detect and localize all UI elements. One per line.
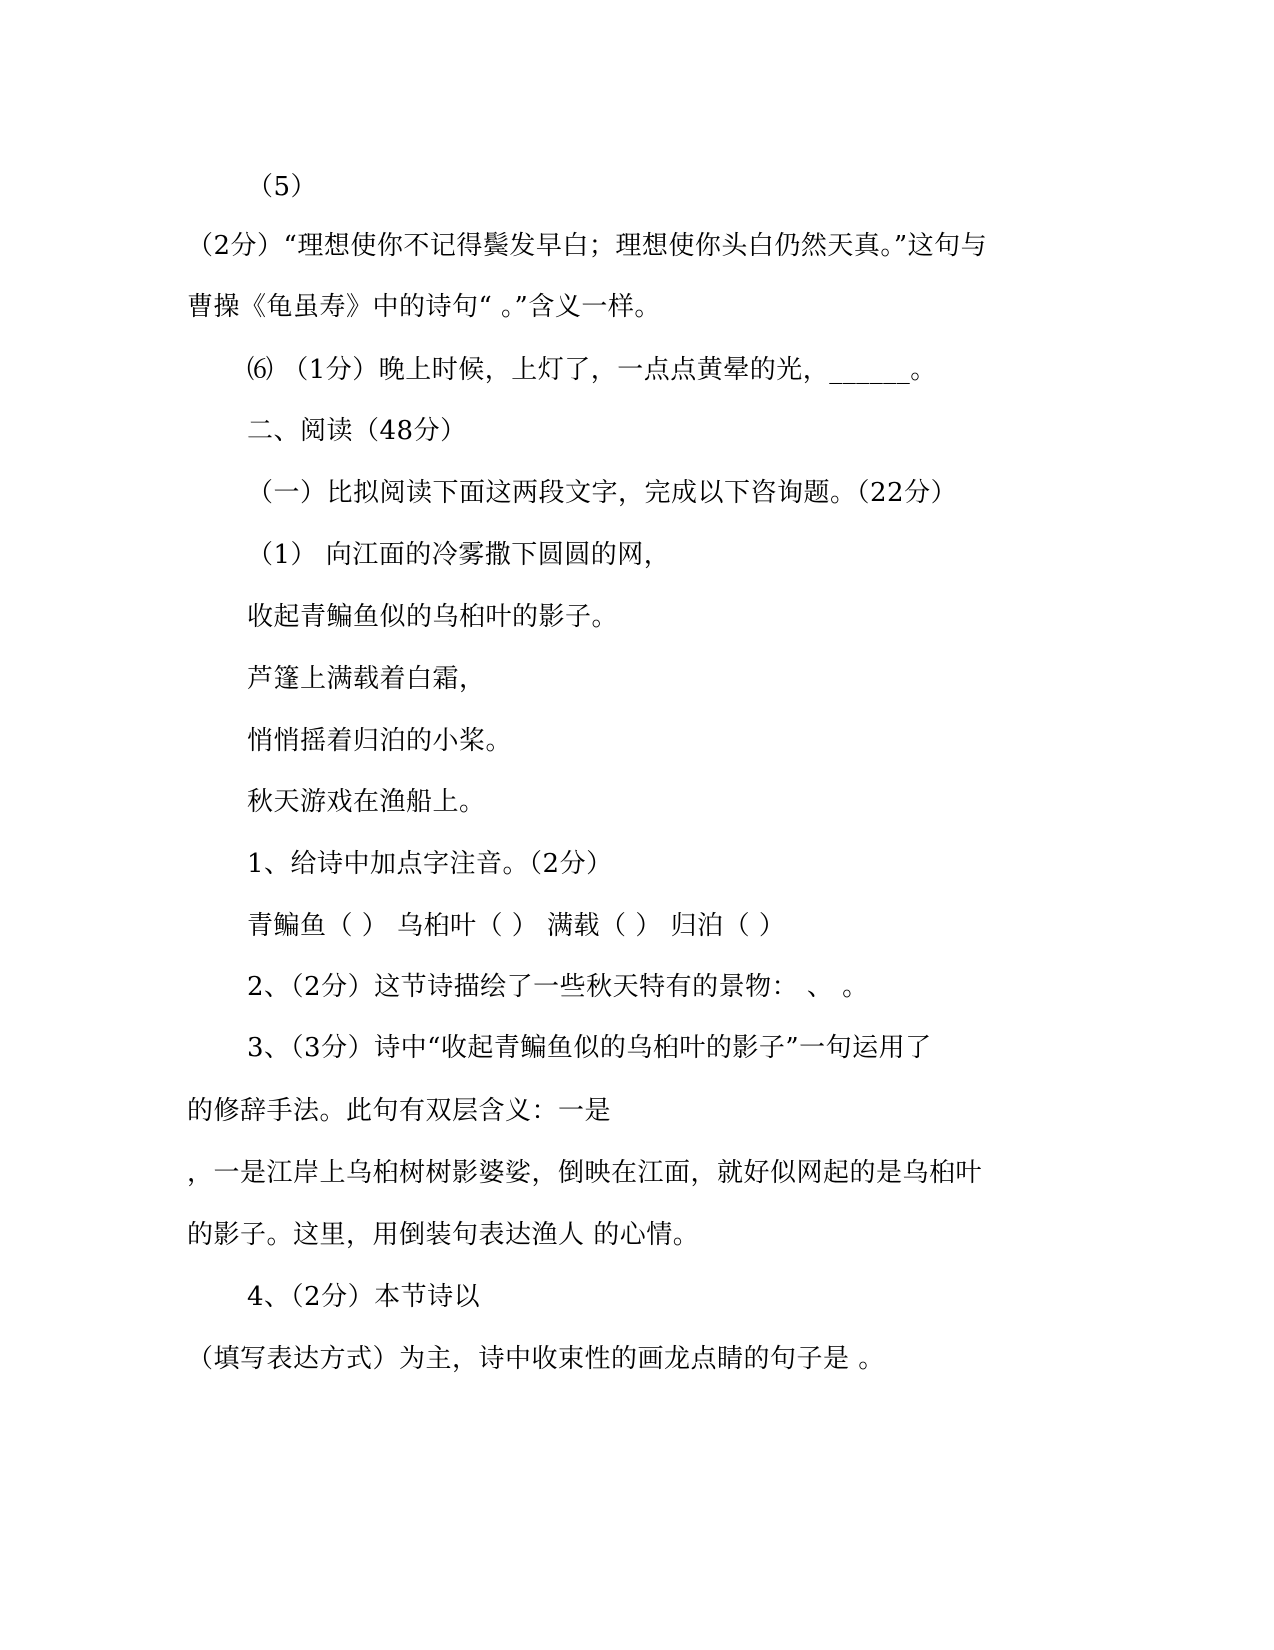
question-5-number: （5）	[247, 172, 318, 202]
question-5-text-cont: 曹操《龟虽寿》中的诗句“ 。”含义一样。	[187, 292, 661, 322]
item-4: 4、（2分）本节诗以	[247, 1282, 481, 1312]
subsection-heading-1: （一）比拟阅读下面这两段文字，完成以下咨询题。（22分）	[247, 478, 958, 508]
poem-line-4: 悄悄摇着归泊的小桨。	[247, 726, 513, 756]
item-3-cont-3: 的影子。这里，用倒装句表达渔人 的心情。	[187, 1220, 700, 1250]
item-1-blanks: 青鳊鱼（ ） 乌桕叶（ ） 满载（ ） 归泊（ ）	[247, 911, 786, 941]
question-6: ⑹ （1分）晚上时候，上灯了，一点点黄晕的光，______。	[247, 355, 937, 385]
item-1: 1、给诗中加点字注音。（2分）	[247, 849, 613, 879]
item-2: 2、（2分）这节诗描绘了一些秋天特有的景物： 、 。	[247, 972, 869, 1002]
poem-line-2: 收起青鳊鱼似的乌桕叶的影子。	[247, 602, 619, 632]
poem-line-3: 芦篷上满载着白霜，	[247, 664, 486, 694]
item-3-cont-1: 的修辞手法。此句有双层含义：一是	[187, 1096, 612, 1126]
question-5-text: （2分）“理想使你不记得鬓发早白；理想使你头白仍然天真。”这句与	[187, 231, 988, 261]
section-heading-reading: 二、阅读（48分）	[247, 416, 467, 446]
item-3: 3、（3分）诗中“收起青鳊鱼似的乌桕叶的影子”一句运用了	[247, 1033, 932, 1063]
poem-line-5: 秋天游戏在渔船上。	[247, 787, 486, 817]
item-3-cont-2: ，一是江岸上乌桕树树影婆娑，倒映在江面，就好似网起的是乌桕叶	[187, 1158, 983, 1188]
item-4-cont: （填写表达方式）为主，诗中收束性的画龙点睛的句子是 。	[187, 1344, 885, 1374]
poem-line-1: （1） 向江面的冷雾撒下圆圆的网，	[247, 540, 671, 570]
